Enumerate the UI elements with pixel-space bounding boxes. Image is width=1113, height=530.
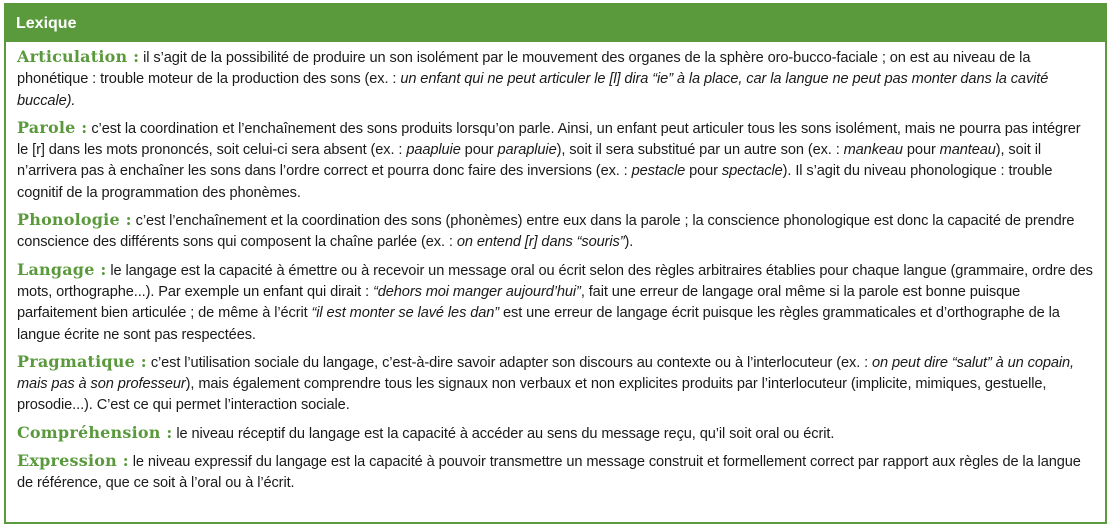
- definition-example: on peut dire “salut” à un copain, mais pas à son professeur: [17, 354, 1074, 393]
- definition-text: est une erreur de langage écrit puisque les règles grammaticales et d’orthographe de la langue écrite ne sont pas respectées.: [17, 305, 1060, 343]
- glossary-entry: [17, 46, 1093, 112]
- glossary-term: Expression :: [17, 451, 129, 471]
- definition-example: “il est monter se lavé les dan”: [311, 305, 500, 322]
- definition-example: paapluie: [406, 142, 461, 159]
- definition-text: pour: [902, 142, 940, 159]
- glossary-term: Phonologie :: [17, 210, 132, 230]
- definition-text: ).: [624, 234, 634, 251]
- glossary-entry: [17, 422, 1093, 445]
- glossary-entry: [17, 117, 1093, 204]
- definition-text: ), mais également comprendre tous les signaux non verbaux et non explicites produits par l’interlocuteur (implicite, mimiques, gestuelle, prosodie...). C’est ce qui permet l’interaction sociale.: [17, 376, 1047, 414]
- definition-example: on entend [r] dans “souris”: [456, 234, 625, 251]
- definition-text: c’est l’utilisation sociale du langage, c’est-à-dire savoir adapter son discours au contexte ou à l’interlocuteur (ex. :: [146, 354, 873, 371]
- definition-text: pour: [685, 163, 722, 180]
- glossary-entry: [17, 351, 1093, 417]
- definition-example: pestacle: [631, 163, 686, 180]
- definition-text: c’est la coordination et l’enchaînement des sons produits lorsqu’on parle. Ainsi, un enfant peut articuler tous les sons isolément, mais ne pourra pas intégrer le [r] dans les mots prononcés, soit celui-ci sera absent (ex. :: [17, 120, 1081, 159]
- definition-example: spectacle: [721, 163, 783, 180]
- definition-text: il s’agit de la possibilité de produire un son isolément par le mouvement des organes de la sphère oro-bucco-faciale ; on est au niveau de la phonétique : trouble moteur de la production des sons (ex. :: [17, 50, 1031, 88]
- definition-text: ), soit il n’arrivera pas à enchaîner les sons dans l’ordre correct et pourra donc faire des inversions (ex. :: [17, 142, 1041, 180]
- definition-text: , fait une erreur de langage oral même si la parole est bonne puisque parfaitement bien articulée ; de même à l’écrit: [17, 283, 1021, 322]
- definition-text: ), soit il sera substitué par un autre son (ex. :: [556, 142, 844, 159]
- definition-text: ). Il s’agit du niveau phonologique : trouble cognitif de la programmation des phonèmes.: [17, 163, 1053, 201]
- definition-example: parapluie: [497, 142, 557, 159]
- definition-text: le niveau expressif du langage est la capacité à pouvoir transmettre un message construit et formellement correct par rapport aux règles de la langue de référence, que ce soit à l’oral ou à l’écrit.: [17, 454, 1081, 492]
- definition-example: un enfant qui ne peut articuler le [l] dira “ie” à la place, car la langue ne peut pas monter dans la cavité buccale).: [17, 71, 1049, 109]
- box-title: Lexique: [6, 5, 1105, 42]
- definition-text: pour: [460, 142, 498, 159]
- definition-text: c’est l’enchaînement et la coordination des sons (phonèmes) entre eux dans la parole ; la conscience phonologique est donc la capacité de prendre conscience des différents sons qui composent la chaîne parlée (ex. :: [17, 213, 1075, 251]
- definition-example: mankeau: [843, 142, 903, 159]
- glossary-entry: [17, 450, 1093, 495]
- definition-text: le niveau réceptif du langage est la capacité à accéder au sens du message reçu, qu’il soit oral ou écrit.: [172, 425, 835, 442]
- entry-list: [6, 42, 1105, 495]
- definition-example: “dehors moi manger aujourd’hui”: [373, 283, 581, 300]
- glossary-term: Articulation :: [17, 47, 140, 66]
- glossary-entry: [17, 259, 1093, 346]
- definition-text: le langage est la capacité à émettre ou à recevoir un message oral ou écrit selon des règles arbitraires établies pour chaque langue (grammaire, ordre des mots, orthographe...). Par exemple un enfant qui dirait :: [17, 262, 1093, 300]
- definition-example: manteau: [939, 142, 996, 159]
- glossary-term: Langage :: [17, 259, 107, 279]
- glossary-entry: [17, 209, 1093, 254]
- glossary-term: Parole :: [17, 117, 88, 137]
- glossary-term: Compréhension :: [17, 422, 173, 442]
- glossary-term: Pragmatique :: [17, 351, 147, 371]
- lexique-box: [4, 3, 1107, 524]
